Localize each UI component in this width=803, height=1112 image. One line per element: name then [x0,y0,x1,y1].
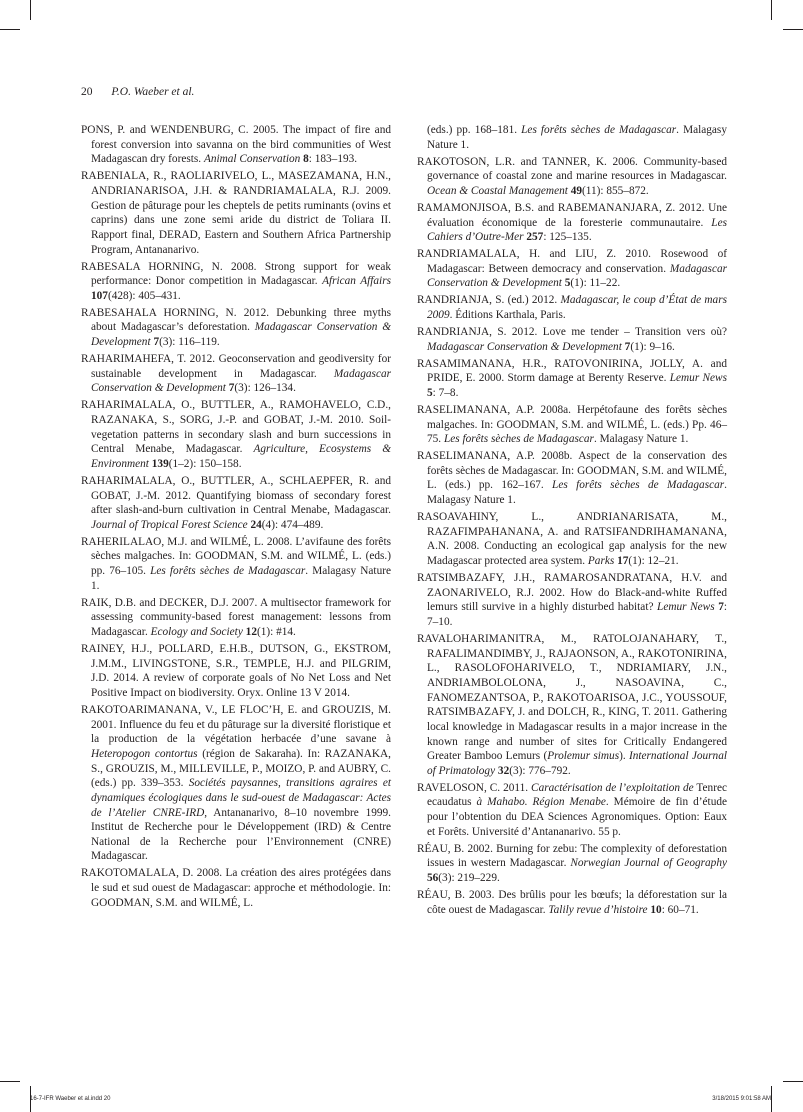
reference-text: RAKOTOMALALA, D. 2008. La création des aires protégées dans le sud et sud ouest de Madagascar: approche et méthodologie. In: GOODMAN, S.M. and WILMÉ, L. [81,867,391,909]
reference-text: 17 [617,555,629,568]
reference-text: RABESALA HORNING, N. 2008. Strong support for weak performance: Donor competition in Madagascar. [81,260,391,288]
reference-text: RAHARIMALALA, O., BUTTLER, A., SCHLAEPFER, R. and GOBAT, J.-M. 2012. Quantifying biomass of secondary forest after slash-and-burn cultivation in Central Menabe, Madagascar. [81,474,391,517]
reference-text: RAVELOSON, C. 2011. [417,781,532,794]
reference-text: . Malagasy Nature 1. [91,565,391,592]
reference-text: 8 [303,153,309,166]
reference-entry [417,510,727,569]
reference-text: 49 [570,184,582,197]
reference-text: (1–2): 150–158. [168,457,242,470]
reference-text: Prolemur simus [547,750,620,763]
reference-text: Madagascar Conservation & Development [427,262,727,290]
reference-entry [81,596,391,640]
reference-text: (1): 11–22. [570,277,621,290]
reference-text: Agriculture, Ecosystems & Environment [91,443,391,470]
reference-text: Lemur News [657,601,715,614]
reference-text: Norwegian Journal of Geography [570,857,727,870]
reference-text: 257 [526,231,544,244]
reference-text: 56 [427,872,439,885]
reference-text: (3): 219–229. [438,872,500,885]
reference-text: (3): 776–792. [509,764,571,777]
reference-text: 24 [250,518,262,531]
crop-mark-top-left-v [30,0,31,20]
reference-text: , Antananarivo, 8–10 novembre 1999. Institut de Recherche pour le Développement (IRD) & Centre National de la Recherche pour l’Environnement (CNRE) Madagascar. [91,806,391,863]
reference-text: Ecology and Society [150,626,243,639]
reference-text: RASELIMANANA, A.P. 2008a. Herpétofaune des forêts sèches malgaches. In: GOODMAN, S.M. and WILMÉ, L. (eds.) Pp. 46–75. [417,403,727,446]
reference-text: . Malagasy Nature 1. [593,433,689,446]
reference-text: RAIK, D.B. and DECKER, D.J. 2007. A multisector framework for assessing community-based forest management: lessons from Madagascar. [81,596,391,639]
reference-text: Madagascar Conservation & Development [91,367,391,395]
reference-text: 7 [228,382,235,395]
reference-entry [417,571,727,630]
reference-text: International Journal of Primatology [427,750,727,777]
reference-entry [81,398,391,471]
reference-entry [417,325,727,354]
reference-text: (4): 474–489. [261,518,324,531]
reference-text: . Malagasy Nature 1. [427,124,727,151]
reference-text: : 183–193. [308,153,358,166]
reference-entry [81,474,391,533]
reference-text: 7 [153,336,160,349]
reference-entry [417,155,727,199]
reference-text: RAHARIMAHEFA, T. 2012. Geoconservation and geodiversity for sustainable development in Madagascar. [81,353,391,380]
reference-text: (3): 126–134. [234,382,296,395]
reference-text: RASAMIMANANA, H.R., RATOVONIRINA, JOLLY, A. and PRIDE, E. 2000. Storm damage at Berenty Reserve. [417,357,727,385]
reference-text: Tenrec ecaudatus [427,781,727,809]
reference-text: RAMAMONJISOA, B.S. and RABEMANANJARA, Z. 2012. Une évaluation économique de la foresterie communautaire. [417,201,727,229]
reference-text: RABENIALA, R., RAOLIARIVELO, L., MASEZAMANA, H.N., ANDRIANARISOA, J.H. & RANDRIAMALALA, R.J. 2009. Gestion de pâturage pour les cheptels de petits ruminants (ovins et caprins) dans une zone semi aride du district de Toliara II. Rapport final, DERAD, Eastern and Southern Africa Partnership Program, Antananarivo. [81,170,391,256]
reference-text: (1): 12–21. [628,555,679,568]
reference-text: RANDRIAMALALA, H. and LIU, Z. 2010. Rosewood of Madagascar: Between democracy and conservation. [417,248,727,275]
reference-entry [81,866,391,910]
reference-text: (1): #14. [256,626,296,639]
reference-text: 107 [91,289,108,302]
reference-text: Les Cahiers d’Outre-Mer [427,216,727,244]
reference-text: Les forêts sèches de Madagascar [150,565,306,578]
reference-text: RAKOTOSON, L.R. and TANNER, K. 2006. Community-based governance of coastal zone and marine resources in Madagascar. [417,155,727,183]
references-left-column [81,123,391,913]
reference-text: RASOAVAHINY, L., ANDRIANARISATA, M., RAZAFIMPAHANANA, A. and RATSIFANDRIHAMANANA, A.N. 2008. Conducting an ecological gap analysis for the new Madagascar protected area system. [417,511,727,568]
page-number: 20 [81,86,93,98]
reference-text: 5 [427,386,433,399]
reference-text: RANDRIANJA, S. (ed.) 2012. [417,294,561,307]
crop-mark-top-left-h [0,29,20,30]
reference-text: : 60–71. [661,903,699,916]
reference-text: : 7–8. [432,386,459,399]
reference-text: 7 [718,601,724,614]
reference-text: RAVALOHARIMANITRA, M., RATOLOJANAHARY, T., RAFALIMANDIMBY, J., RAJAONSON, A., RAKOTONIRINA, L., RASOLOFOHARIVELO, T., NDRIAMIARY, J.N., ANDRIAMBOLOLONA, J., NASOAVINA, C., FANOMEZANTSOA, P., RAKOTOARISOA, J.C., YOUSSOUF, RATSIMBAZAFY, J. and DOLCH, R., KING, T. 2011. Gathering local knowledge in Madagascar results in a major increase in the known range and number of sites for Critically Endangered Greater Bamboo Lemurs ( [417,632,727,763]
reference-text: RAKOTOARIMANANA, V., LE FLOC’H, E. and GROUZIS, M. 2001. Influence du feu et du pâturage sur la diversité floristique et la production de la végétation herbacée d’une savane à [81,703,391,746]
crop-mark-top-right-v [771,0,772,20]
reference-text: . Malagasy Nature 1. [427,479,727,507]
reference-entry [417,201,727,245]
reference-text: Animal Conservation [203,153,301,166]
reference-text: RÉAU, B. 2002. Burning for zebu: The complexity of deforestation issues in western Madagascar. [417,842,727,870]
reference-text: RANDRIANJA, S. 2012. Love me tender – Transition vers où? [417,326,727,339]
print-file-name: 16-7-IFR Waeber et al.indd 20 [30,1096,111,1102]
reference-text: RATSIMBAZAFY, J.H., RAMAROSANDRATANA, H.V. and ZAONARIVELO, R.J. 2002. How do Black-and-white Ruffed lemurs still survive in a highly disturbed habitat? [417,572,727,614]
reference-text: (1): 9–16. [630,340,675,353]
reference-entry [417,357,727,401]
crop-mark-top-right-h [783,29,803,30]
reference-text: . Mémoire de fin d’étude pour l’obtention du DEA Sciences Agronomiques. Option: Eaux et Forêts. Université d’Antananarivo. 55 p. [427,796,727,838]
reference-text: RASELIMANANA, A.P. 2008b. Aspect de la conservation des forêts sèches de Madagascar. In: GOODMAN, S.M. and WILMÉ, L. (eds.) pp. 162–167. [417,450,727,492]
crop-mark-bottom-right-v [771,1086,772,1112]
reference-text: Parks [587,555,615,568]
references-right-column [417,123,727,920]
reference-entry [81,306,391,350]
reference-entry [417,781,727,840]
reference-text: (région de Sakaraha). In: RAZANAKA, S., GROUZIS, M., MILLEVILLE, P., MOIZO, P. and AUBRY, C. (eds.) pp. 339–353. [91,747,391,790]
reference-text: 32 [497,764,510,777]
reference-text: 139 [151,457,169,470]
reference-text: Talily revue d’histoire [548,903,648,916]
reference-text: RAHARIMALALA, O., BUTTLER, A., RAMOHAVELO, C.D., RAZANAKA, S., SORG, J.-P. and GOBAT, J.-M. 2010. Soil-vegetation patterns in secondary slash and burn successions in Central Menabe, Madagascar. [81,399,391,456]
reference-text: 10 [650,903,662,916]
reference-entry [417,888,727,917]
crop-mark-bottom-left-h [0,1081,20,1082]
reference-text: Journal of Tropical Forest Science [91,518,248,531]
reference-entry [81,535,391,594]
reference-text: 12 [245,626,257,639]
reference-entry [417,842,727,886]
reference-text: Caractérisation de l’exploitation de [531,781,694,794]
reference-text: Les forêts sèches de Madagascar [552,479,725,492]
reference-text: RAHERILALAO, M.J. and WILMÉ, L. 2008. L’avifaune des forêts sèches malgaches. In: GOODMAN, S.M. and WILMÉ, L. (eds.) pp. 76–105. [81,535,391,578]
reference-text: (3): 116–119. [159,336,220,349]
reference-text: 5 [564,277,571,290]
running-header [81,86,194,98]
reference-text: : 125–135. [543,231,592,244]
reference-text: (11): 855–872. [582,184,649,197]
reference-text: RABESAHALA HORNING, N. 2012. Debunking three myths about Madagascar’s deforestation. [81,306,391,334]
reference-text: Madagascar, le coup d’État de mars 2009 [427,294,727,322]
reference-text: : 7–10. [427,601,727,628]
reference-text: Ocean & Coastal Management [427,184,568,197]
reference-text: Heteropogon contortus [91,747,198,760]
reference-entry [81,260,391,304]
reference-entry [417,449,727,508]
reference-entry [417,123,727,152]
reference-entry [417,632,727,779]
reference-text: Sociétés paysannes, transitions agraires et dynamiques écologiques dans le sud-ouest de Madagascar: Actes de l’Atelier CNRE-IRD [91,777,391,819]
reference-text: Madagascar Conservation & Development [91,321,391,349]
reference-text: African Affairs [322,275,391,288]
print-timestamp: 3/18/2015 9:01:58 AM [712,1096,771,1102]
running-author: P.O. Waeber et al. [111,86,195,98]
crop-mark-bottom-right-h [783,1081,803,1082]
reference-entry [81,352,391,396]
reference-entry [81,123,391,167]
reference-text: . Éditions Karthala, Paris. [449,309,566,322]
reference-entry [417,293,727,322]
reference-text: PONS, P. and WENDENBURG, C. 2005. The impact of fire and forest conversion into savanna on the bird communities of West Madagascan dry forests. [81,124,391,166]
reference-entry [417,403,727,447]
reference-text: Lemur News [669,372,727,385]
reference-text: RÉAU, B. 2003. Des brûlis pour les bœufs; la déforestation sur la côte ouest de Madagascar. [417,888,727,916]
reference-text: à Mahabo. Région Menabe [476,796,606,809]
reference-entry [417,247,727,291]
reference-text: (428): 405–431. [107,289,181,302]
reference-text: Les forêts sèches de Madagascar [443,433,594,446]
reference-text: Les forêts sèches de Madagascar [521,124,677,136]
reference-entry [81,169,391,257]
reference-text: RAINEY, H.J., POLLARD, E.H.B., DUTSON, G., EKSTROM, J.M.M., LIVINGSTONE, S.R., TEMPLE, H.J. and PILGRIM, J.D. 2014. A review of corporate goals of No Net Loss and Net Positive Impact on biodiversity. Oryx. Online 13 V 2014. [81,642,391,699]
reference-text: Madagascar Conservation & Development [427,340,622,353]
reference-text: 7 [624,340,631,353]
reference-text: (eds.) pp. 168–181. [427,124,522,136]
reference-entry [81,642,391,701]
reference-entry [81,703,391,864]
reference-text: ). [619,750,629,763]
